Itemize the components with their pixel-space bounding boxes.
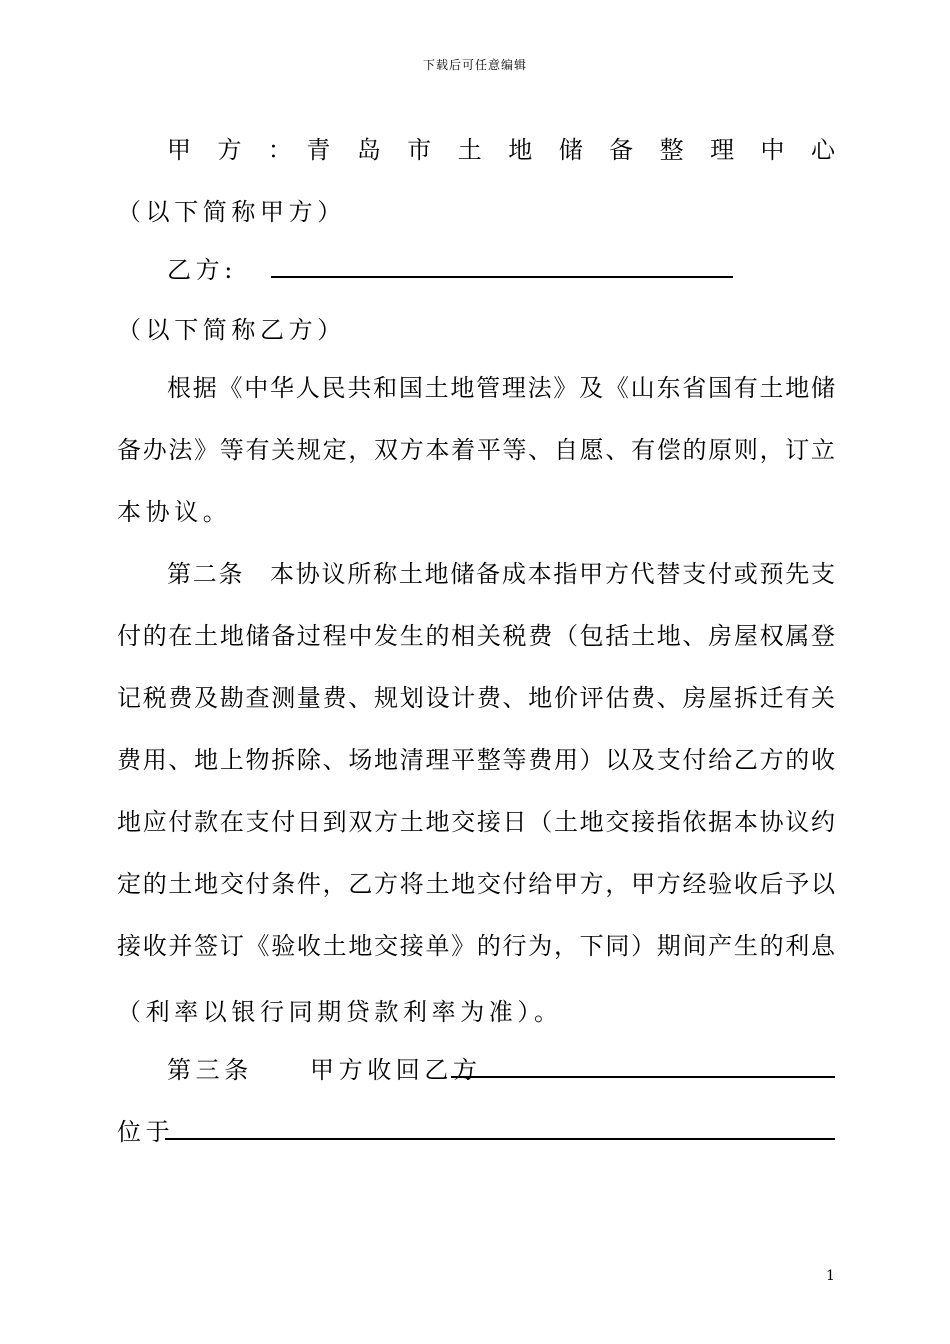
article2-line-8: （利率以银行同期贷款利率为准）。 [117, 998, 563, 1026]
party-a-alias: （以下简称甲方） [117, 198, 346, 226]
article2-line-1: 第二条 本协议所称土地储备成本指甲方代替支付或预先支 [167, 560, 835, 588]
party-b-alias: （以下简称乙方） [117, 316, 346, 344]
party-a-line: 甲 方 ： 青 岛 市 土 地 储 备 整 理 中 心 [167, 136, 835, 164]
article2-line-3: 记税费及勘查测量费、规划设计费、地价评估费、房屋拆迁有关 [117, 684, 835, 712]
preamble-line-2: 备办法》等有关规定，双方本着平等、自愿、有偿的原则，订立 [117, 436, 835, 464]
article2-line-6: 定的土地交付条件，乙方将土地交付给甲方，甲方经验收后予以 [117, 870, 835, 898]
party-b-label: 乙方: [167, 256, 237, 284]
article3-blank [451, 1076, 835, 1078]
page-number: 1 [826, 1268, 835, 1284]
location-label: 位于 [117, 1118, 175, 1146]
article2-line-2: 付的在土地储备过程中发生的相关税费（包括土地、房屋权属登 [117, 622, 835, 650]
location-blank [165, 1138, 835, 1140]
page-header: 下载后可任意编辑 [422, 58, 527, 72]
article3-label: 第三条 甲方收回乙方 [167, 1056, 482, 1084]
article2-line-5: 地应付款在支付日到双方土地交接日（土地交接指依据本协议约 [117, 808, 835, 836]
party-b-blank [271, 276, 733, 278]
preamble-line-1: 根据《中华人民共和国土地管理法》及《山东省国有土地储 [167, 374, 835, 402]
article2-line-4: 费用、地上物拆除、场地清理平整等费用）以及支付给乙方的收 [117, 746, 835, 774]
article2-line-7: 接收并签订《验收土地交接单》的行为，下同）期间产生的利息 [117, 932, 835, 960]
preamble-line-3: 本协议。 [117, 498, 232, 526]
